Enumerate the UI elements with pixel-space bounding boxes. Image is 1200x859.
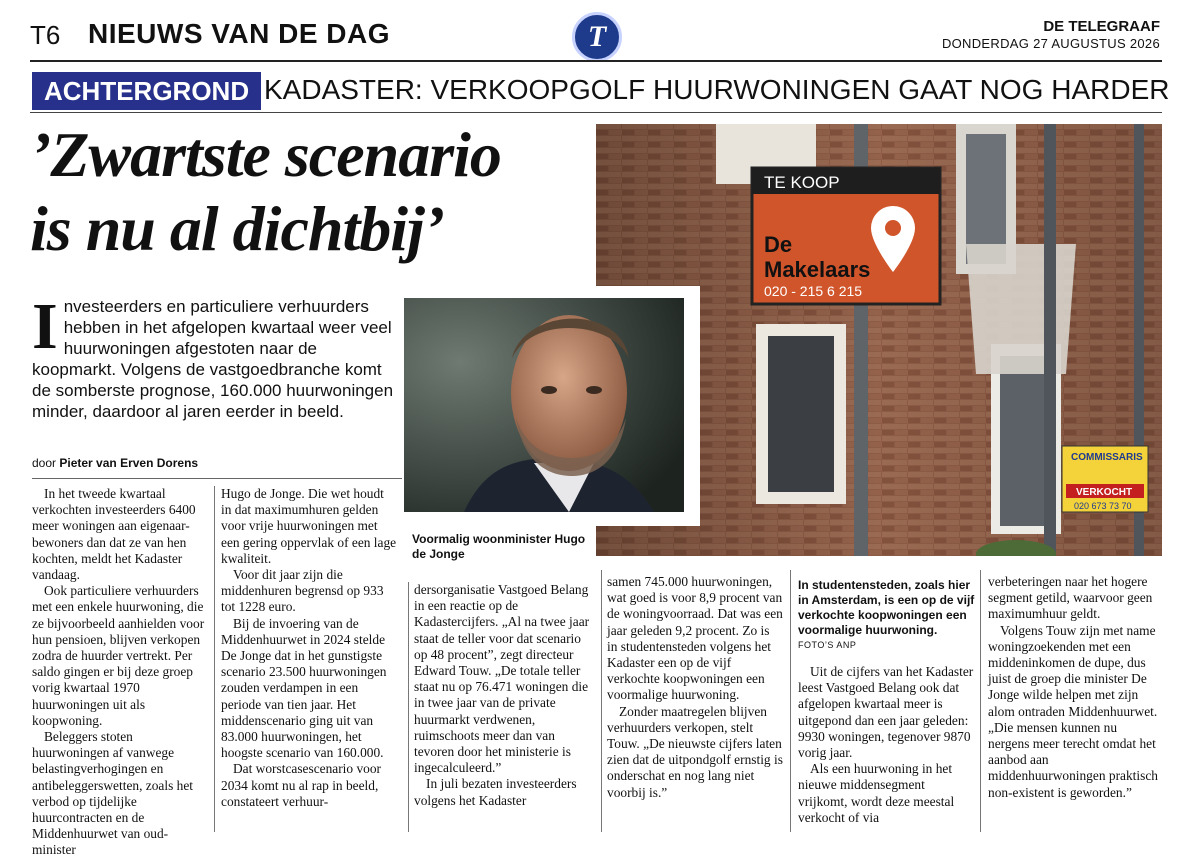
- column-3: [414, 582, 590, 809]
- paragraph: Ook particuliere verhuurders met een enkele huurwoning, die ze bijvoorbeeld aanhielden voor hun pensioen, blijven verkopen zodra de huurder vertrekt. Per saldo gingen er bij deze groep vorig kwartaal 1970 huurwoningen uit als koopwoning.: [32, 583, 205, 728]
- paragraph: Als een huurwoning in het nieuwe middensegment vrijkomt, wordt deze meestal verkocht of via: [798, 761, 955, 825]
- small-sign-phone: 020 673 73 70: [1074, 501, 1132, 511]
- small-sign-top: COMMISSARIS: [1071, 452, 1143, 463]
- paragraph: Hugo de Jonge. Die wet houdt in dat maximumhuren gelden voor vrije huurwoningen met een gering oppervlak of een lage kwaliteit.: [221, 486, 397, 566]
- paragraph: Dat worstcasescenario voor 2034 komt nu al rap in beeld, constateert verhuur-: [221, 761, 381, 809]
- kicker-headline: KADASTER: VERKOOPGOLF HUURWONINGEN GAAT NOG HARDER: [264, 74, 1170, 105]
- article-headline: [30, 118, 600, 266]
- telegraaf-logo: [572, 12, 622, 62]
- photo-credit: FOTO’S ANP: [798, 640, 857, 650]
- portrait-photo: [404, 298, 684, 512]
- newspaper-brand: DE TELEGRAAF: [1043, 18, 1160, 35]
- byline-rule: [32, 478, 402, 479]
- paragraph: Bij de invoering van de Middenhuurwet in 2024 stelde De Jonge dat in het gunstigste scenario 23.500 huurwoningen zouden verdampen in een periode van tien jaar. Het middenscenario ging uit van 83.000 huurwoningen, het hoogste scenario van 160.000.: [221, 615, 387, 761]
- paragraph: samen 745.000 huurwoningen, wat goed is voor 8,9 procent van de woningvoorraad. Dat was een jaar geleden 9,2 procent. Zo is in studentensteden volgens het Kadaster een op de vijf verkochte koopwoningen een voormalige huurwoning.: [607, 574, 783, 703]
- paragraph: dersorganisatie Vastgoed Belang in een reactie op de Kadastercijfers. „Al na twee jaar staat de teller voor dat scenario op 48 procent”, zegt directeur Edward Touw. „De totale teller staat nu op 76.471 woningen die in twee jaar van de private huurmarkt verdwenen, ruimschoots meer dan van tevoren door het ministerie is ingecalculeerd.”: [414, 582, 590, 776]
- column-divider: [408, 582, 409, 832]
- logo-letter: T: [587, 20, 607, 53]
- portrait-illustration: [404, 298, 684, 512]
- column-2: [221, 486, 397, 810]
- column-divider: [980, 570, 981, 832]
- column-divider: [214, 486, 215, 832]
- section-title: NIEUWS VAN DE DAG: [88, 18, 390, 49]
- paragraph: In juli bezaten investeerders volgens het Kadaster: [414, 776, 577, 808]
- paragraph: Volgens Touw zijn met name woningzoekenden met een middeninkomen de dupe, dus juist de groep die minister De Jonge wilde helpen met zijn alom ontraden Middenhuurwet. „Die mensen kunnen nu nergens meer terecht omdat het aanbod aan middenhuurwoningen praktisch non-existent is geworden.”: [988, 622, 1158, 800]
- byline-prefix: door: [32, 456, 57, 470]
- paragraph: verbeteringen naar het hogere segment getild, waarvoor geen maximumhuur geldt.: [988, 574, 1153, 622]
- street-caption: In studentensteden, zoals hier in Amsterdam, is een op de vijf verkochte koopwoningen een voormalige huurwoning.: [798, 578, 975, 637]
- paragraph: Zonder maatregelen blijven verhuurders verkopen, stelt Touw. „De nieuwste cijfers laten zien dat de uitpondgolf ernstig is onderschat en nog lang niet voorbij is.”: [607, 703, 783, 800]
- page-number: T6: [30, 20, 61, 50]
- sign-tekoop: TE KOOP: [764, 173, 840, 192]
- column-divider: [790, 570, 791, 832]
- paragraph: Voor dit jaar zijn die middenhuren begrensd op 933 tot 1228 euro.: [221, 567, 384, 615]
- article-intro: [32, 290, 400, 422]
- intro-dropcap: I: [32, 290, 58, 363]
- headline-line-2: is nu al dichtbij’: [30, 193, 445, 264]
- kicker-rule: [30, 112, 1162, 113]
- column-divider: [601, 570, 602, 832]
- headline-line-1: ’Zwartste scenario: [30, 119, 501, 190]
- kicker-label: ACHTERGROND: [32, 72, 261, 110]
- byline-author: Pieter van Erven Dorens: [59, 456, 199, 470]
- column-1: [32, 486, 208, 859]
- paragraph: Beleggers stoten huurwoningen af vanwege belastingverhogingen en antibeleggerswetten, zoals het verbod op tijdelijke huurcontracten en de Middenhuurwet van oud-minister: [32, 729, 193, 858]
- paragraph: Uit de cijfers van het Kadaster leest Vastgoed Belang ook dat afgelopen kwartaal meer is uitgepond dan een jaar geleden: 9930 woningen, tegenover 9870 vorig jaar.: [798, 664, 974, 761]
- header-rule: [30, 60, 1162, 62]
- small-sign-status: VERKOCHT: [1076, 487, 1133, 498]
- column-4: [607, 574, 783, 801]
- column-6: [988, 574, 1158, 801]
- paragraph: In het tweede kwartaal verkochten investeerders 6400 meer woningen aan eigenaar-bewoners dan dat ze van hen kochten, meldt het Kadaster vandaag.: [32, 486, 196, 583]
- issue-date: DONDERDAG 27 AUGUSTUS 2026: [941, 36, 1160, 51]
- portrait-caption: Voormalig woonminister Hugo de Jonge: [412, 532, 586, 561]
- sign-brand-line1: De: [764, 232, 793, 257]
- sign-brand-line2: Makelaars: [764, 257, 871, 282]
- sign-phone: 020 - 215 6 215: [764, 283, 863, 299]
- intro-text: nvesteerders en particuliere verhuurders hebben in het afgelopen kwartaal weer veel huurwoningen afgestoten naar de koopmarkt. Volgens de vastgoedbranche komt de somberste prognose, 160.000 huurwoningen minder, daardoor al jaren eerder in beeld.: [32, 297, 394, 421]
- byline: [32, 456, 198, 470]
- column-5: [798, 664, 974, 826]
